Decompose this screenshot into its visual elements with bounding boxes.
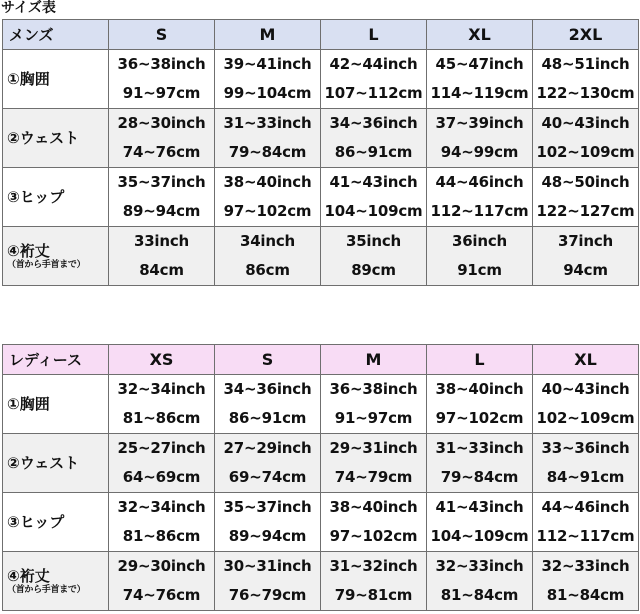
size-value-cell: [321, 434, 427, 493]
inch-value: 37~39inch: [435, 114, 524, 132]
inch-value: 31~33inch: [223, 114, 312, 132]
inch-value: 33inch: [133, 232, 190, 250]
inch-value: 41~43inch: [329, 173, 418, 191]
size-value-cell: [215, 227, 321, 286]
row-label: [3, 493, 109, 552]
cm-value: 114~119cm: [430, 84, 529, 102]
inch-value: 33~36inch: [541, 439, 630, 457]
row-label-text: ②ウェスト: [7, 129, 80, 147]
inch-value: 29~31inch: [329, 439, 418, 457]
table-row: [3, 434, 639, 493]
inch-value: 25~27inch: [117, 439, 206, 457]
table-row: [3, 109, 639, 168]
inch-value: 35~37inch: [117, 173, 206, 191]
inch-value: 45~47inch: [435, 55, 524, 73]
size-value-cell: [427, 168, 533, 227]
inch-value: 31~32inch: [329, 557, 418, 575]
cm-value: 97~102cm: [223, 202, 312, 220]
inch-value: 35~37inch: [223, 498, 312, 516]
inch-value: 40~43inch: [541, 114, 630, 132]
row-label: [3, 434, 109, 493]
inch-value: 34inch: [239, 232, 296, 250]
cm-value: 102~109cm: [536, 143, 635, 161]
cm-value: 74~76cm: [122, 143, 201, 161]
table-header-row: [3, 20, 639, 50]
cm-value: 122~127cm: [536, 202, 635, 220]
size-value-cell: [427, 109, 533, 168]
cm-value: 81~86cm: [122, 527, 201, 545]
inch-value: 40~43inch: [541, 380, 630, 398]
cm-value: 86~91cm: [334, 143, 413, 161]
inch-value: 44~46inch: [541, 498, 630, 516]
table-row: [3, 375, 639, 434]
row-label: [3, 227, 109, 286]
cm-value: 91~97cm: [334, 409, 413, 427]
size-header: M: [321, 345, 427, 375]
cm-value: 91~97cm: [122, 84, 201, 102]
size-value-cell: [321, 109, 427, 168]
inch-value: 34~36inch: [329, 114, 418, 132]
size-value-cell: [321, 50, 427, 109]
cm-value: 79~84cm: [228, 143, 307, 161]
row-label-text: ④裄丈: [7, 241, 50, 260]
table-row: [3, 552, 639, 611]
size-value-cell: [427, 552, 533, 611]
cm-value: 76~79cm: [228, 586, 307, 604]
size-header: 2XL: [533, 20, 639, 50]
inch-value: 42~44inch: [329, 55, 418, 73]
size-value-cell: [215, 493, 321, 552]
cm-value: 97~102cm: [435, 409, 524, 427]
size-value-cell: [109, 434, 215, 493]
mens-header-label: メンズ: [3, 20, 109, 50]
row-label-note: （首から手首まで）: [7, 584, 86, 595]
size-header: L: [321, 20, 427, 50]
size-header: XL: [427, 20, 533, 50]
row-label-text: ①胸囲: [7, 395, 50, 413]
row-label-text: ③ヒップ: [7, 188, 65, 206]
cm-value: 79~84cm: [440, 468, 519, 486]
size-value-cell: [321, 227, 427, 286]
inch-value: 32~34inch: [117, 498, 206, 516]
size-header: S: [109, 20, 215, 50]
inch-value: 29~30inch: [117, 557, 206, 575]
cm-value: 112~117cm: [536, 527, 635, 545]
inch-value: 36~38inch: [117, 55, 206, 73]
size-value-cell: [427, 493, 533, 552]
row-label: [3, 552, 109, 611]
size-value-cell: [427, 50, 533, 109]
size-value-cell: [533, 375, 639, 434]
inch-value: 44~46inch: [435, 173, 524, 191]
cm-value: 89cm: [351, 261, 396, 279]
cm-value: 81~86cm: [122, 409, 201, 427]
cm-value: 86~91cm: [228, 409, 307, 427]
row-label: [3, 168, 109, 227]
size-value-cell: [215, 109, 321, 168]
size-value-cell: [427, 434, 533, 493]
cm-value: 91cm: [457, 261, 502, 279]
cm-value: 89~94cm: [228, 527, 307, 545]
ladies-size-table: [2, 344, 639, 611]
cm-value: 97~102cm: [329, 527, 418, 545]
inch-value: 31~33inch: [435, 439, 524, 457]
size-value-cell: [321, 493, 427, 552]
cm-value: 94~99cm: [440, 143, 519, 161]
cm-value: 74~76cm: [122, 586, 201, 604]
inch-value: 36~38inch: [329, 380, 418, 398]
size-value-cell: [109, 493, 215, 552]
cm-value: 86cm: [245, 261, 290, 279]
cm-value: 81~84cm: [546, 586, 625, 604]
inch-value: 41~43inch: [435, 498, 524, 516]
cm-value: 64~69cm: [122, 468, 201, 486]
row-label: [3, 375, 109, 434]
row-label-text: ②ウェスト: [7, 454, 80, 472]
table-row: [3, 227, 639, 286]
table-header-row: [3, 345, 639, 375]
row-label-text: ④裄丈: [7, 566, 50, 585]
cm-value: 107~112cm: [324, 84, 423, 102]
cm-value: 102~109cm: [536, 409, 635, 427]
size-value-cell: [533, 227, 639, 286]
cm-value: 104~109cm: [430, 527, 529, 545]
row-label: [3, 109, 109, 168]
inch-value: 32~34inch: [117, 380, 206, 398]
size-value-cell: [109, 552, 215, 611]
cm-value: 94cm: [563, 261, 608, 279]
size-value-cell: [427, 375, 533, 434]
size-header: L: [427, 345, 533, 375]
size-value-cell: [533, 434, 639, 493]
size-header: M: [215, 20, 321, 50]
mens-size-table: [2, 19, 639, 286]
cm-value: 89~94cm: [122, 202, 201, 220]
size-value-cell: [533, 552, 639, 611]
table-row: [3, 168, 639, 227]
inch-value: 48~50inch: [541, 173, 630, 191]
cm-value: 122~130cm: [536, 84, 635, 102]
row-label-note: （首から手首まで）: [7, 259, 86, 270]
inch-value: 35inch: [345, 232, 402, 250]
size-value-cell: [533, 50, 639, 109]
size-header: XL: [533, 345, 639, 375]
inch-value: 39~41inch: [223, 55, 312, 73]
inch-value: 32~33inch: [435, 557, 524, 575]
size-value-cell: [109, 168, 215, 227]
size-value-cell: [533, 168, 639, 227]
size-value-cell: [215, 50, 321, 109]
row-label-text: ①胸囲: [7, 70, 50, 88]
size-value-cell: [321, 375, 427, 434]
page-title: サイズ表: [1, 0, 56, 16]
inch-value: 37inch: [557, 232, 614, 250]
size-value-cell: [215, 552, 321, 611]
size-value-cell: [427, 227, 533, 286]
inch-value: 32~33inch: [541, 557, 630, 575]
cm-value: 84~91cm: [546, 468, 625, 486]
size-header: S: [215, 345, 321, 375]
size-value-cell: [533, 109, 639, 168]
row-label: [3, 50, 109, 109]
inch-value: 48~51inch: [541, 55, 630, 73]
cm-value: 112~117cm: [430, 202, 529, 220]
row-label-text: ③ヒップ: [7, 513, 65, 531]
size-value-cell: [109, 375, 215, 434]
cm-value: 74~79cm: [334, 468, 413, 486]
size-value-cell: [109, 109, 215, 168]
size-value-cell: [109, 50, 215, 109]
inch-value: 28~30inch: [117, 114, 206, 132]
cm-value: 104~109cm: [324, 202, 423, 220]
size-value-cell: [215, 168, 321, 227]
cm-value: 79~81cm: [334, 586, 413, 604]
cm-value: 69~74cm: [228, 468, 307, 486]
table-row: [3, 493, 639, 552]
size-value-cell: [321, 552, 427, 611]
ladies-header-label: レディース: [3, 345, 109, 375]
inch-value: 27~29inch: [223, 439, 312, 457]
size-value-cell: [109, 227, 215, 286]
size-value-cell: [215, 375, 321, 434]
cm-value: 84cm: [139, 261, 184, 279]
size-value-cell: [215, 434, 321, 493]
inch-value: 38~40inch: [329, 498, 418, 516]
size-value-cell: [321, 168, 427, 227]
size-header: XS: [109, 345, 215, 375]
inch-value: 34~36inch: [223, 380, 312, 398]
size-value-cell: [533, 493, 639, 552]
table-row: [3, 50, 639, 109]
cm-value: 81~84cm: [440, 586, 519, 604]
inch-value: 30~31inch: [223, 557, 312, 575]
cm-value: 99~104cm: [223, 84, 312, 102]
inch-value: 36inch: [451, 232, 508, 250]
inch-value: 38~40inch: [435, 380, 524, 398]
inch-value: 38~40inch: [223, 173, 312, 191]
